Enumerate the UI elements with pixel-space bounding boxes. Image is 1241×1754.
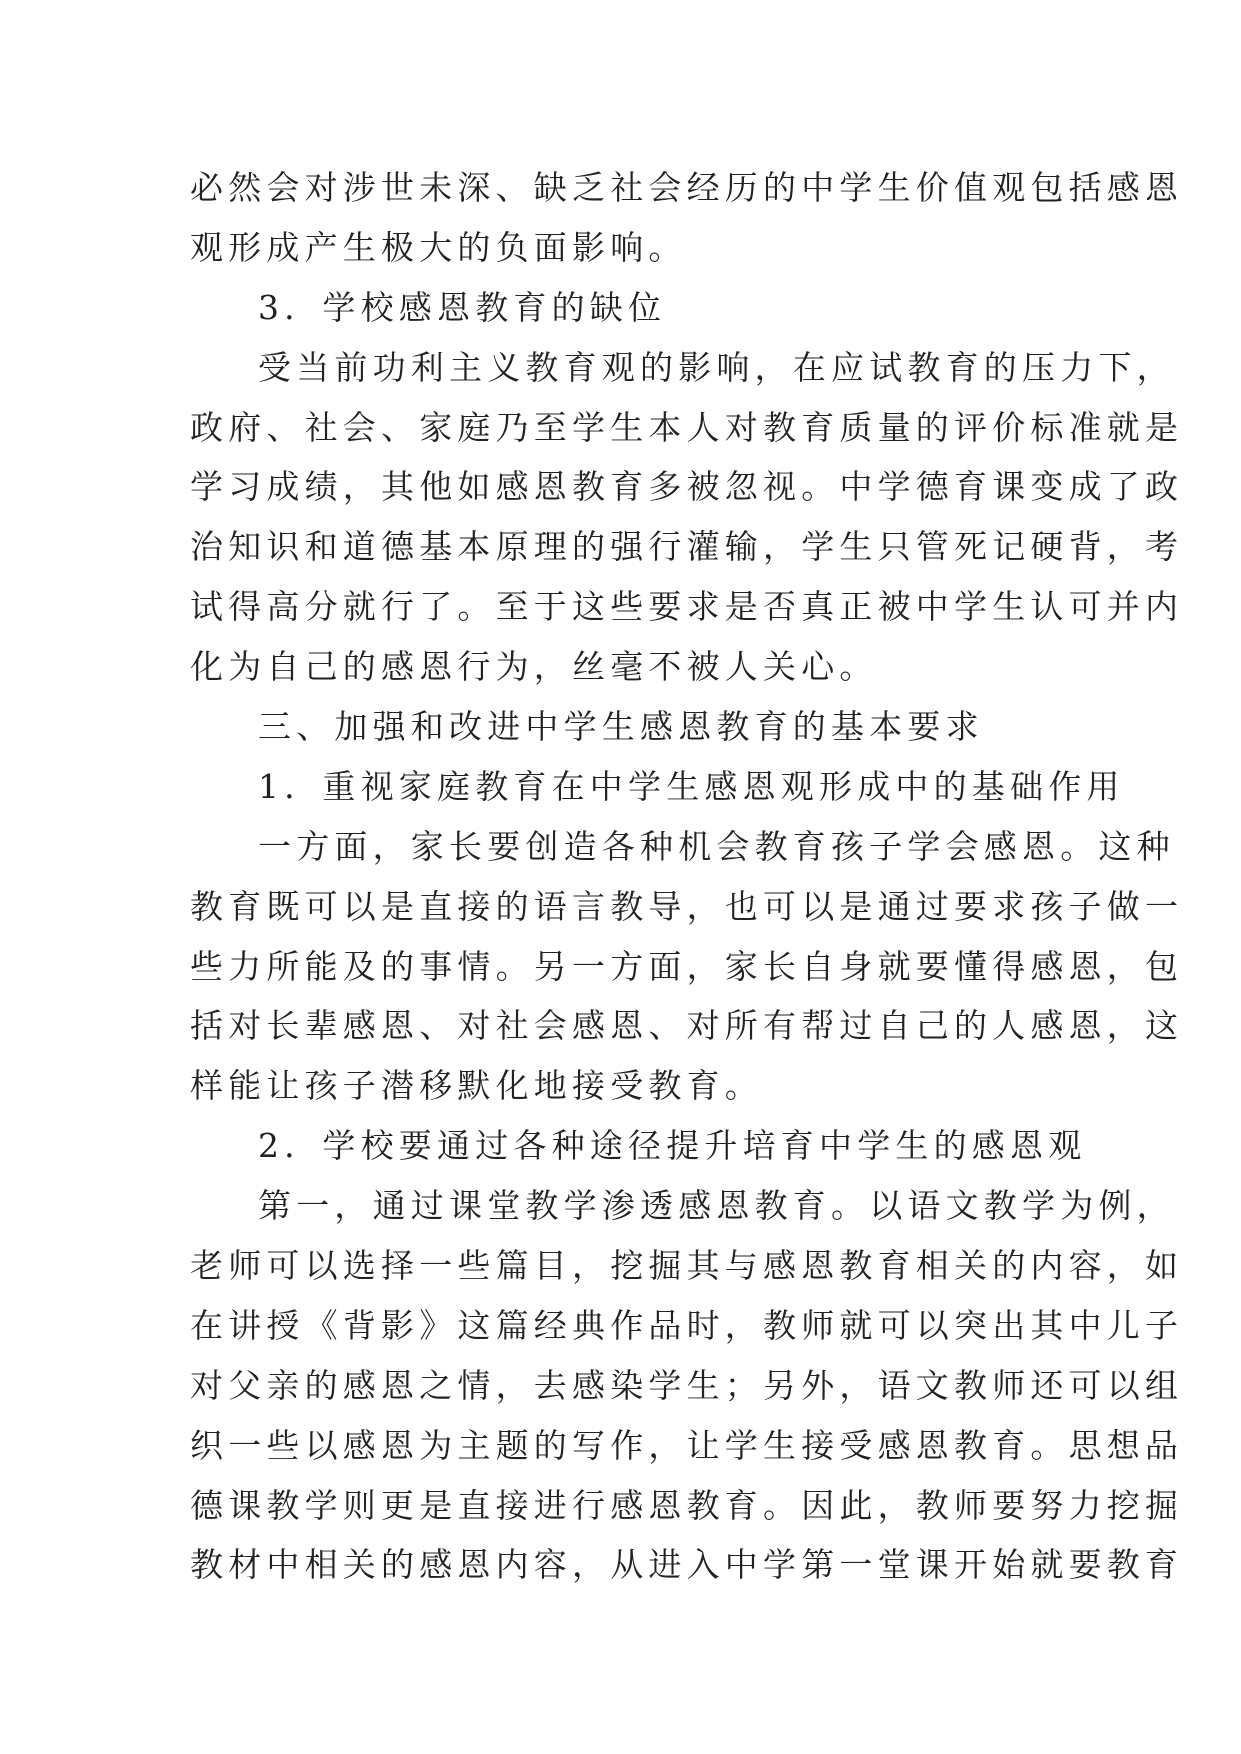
text-line: 织一些以感恩为主题的写作，让学生接受感恩教育。思想品 bbox=[190, 1425, 1184, 1465]
text-line: 教育既可以是直接的语言教导，也可以是通过要求孩子做一 bbox=[190, 886, 1184, 926]
text-line: 老师可以选择一些篇目，挖掘其与感恩教育相关的内容，如 bbox=[190, 1246, 1184, 1286]
text-line: 对父亲的感恩之情，去感染学生；另外，语文教师还可以组 bbox=[190, 1365, 1184, 1405]
paragraph-first-line: 第一，通过课堂教学渗透感恩教育。以语文教学为例， bbox=[258, 1186, 1175, 1226]
text-line: 学习成绩，其他如感恩教育多被忽视。中学德育课变成了政 bbox=[190, 467, 1184, 507]
text-line: 观形成产生极大的负面影响。 bbox=[190, 227, 687, 267]
paragraph-first-line: 一方面，家长要创造各种机会教育孩子学会感恩。这种 bbox=[258, 826, 1175, 866]
paragraph-first-line: 受当前功利主义教育观的影响，在应试教育的压力下， bbox=[258, 347, 1175, 387]
paragraph-first-line: 1．重视家庭教育在中学生感恩观形成中的基础作用 bbox=[258, 766, 1125, 806]
paragraph-first-line: 3．学校感恩教育的缺位 bbox=[258, 287, 667, 327]
text-line: 样能让孩子潜移默化地接受教育。 bbox=[190, 1066, 763, 1106]
paragraph-first-line: 2．学校要通过各种途径提升培育中学生的感恩观 bbox=[258, 1126, 1087, 1166]
text-line: 政府、社会、家庭乃至学生本人对教育质量的评价标准就是 bbox=[190, 407, 1184, 447]
text-line: 些力所能及的事情。另一方面，家长自身就要懂得感恩，包 bbox=[190, 946, 1184, 986]
text-line: 德课教学则更是直接进行感恩教育。因此，教师要努力挖掘 bbox=[190, 1485, 1184, 1525]
text-line: 化为自己的感恩行为，丝毫不被人关心。 bbox=[190, 647, 878, 687]
text-line: 必然会对涉世未深、缺乏社会经历的中学生价值观包括感恩 bbox=[190, 168, 1184, 207]
text-line: 教材中相关的感恩内容，从进入中学第一堂课开始就要教育 bbox=[190, 1545, 1184, 1585]
text-line: 在讲授《背影》这篇经典作品时，教师就可以突出其中儿子 bbox=[190, 1305, 1184, 1345]
body-text bbox=[190, 158, 1184, 1595]
text-line: 试得高分就行了。至于这些要求是否真正被中学生认可并内 bbox=[190, 587, 1184, 627]
text-line: 括对长辈感恩、对社会感恩、对所有帮过自己的人感恩，这 bbox=[190, 1006, 1184, 1046]
paragraph-first-line: 三、加强和改进中学生感恩教育的基本要求 bbox=[258, 707, 984, 747]
text-line: 治知识和道德基本原理的强行灌输，学生只管死记硬背，考 bbox=[190, 527, 1184, 567]
